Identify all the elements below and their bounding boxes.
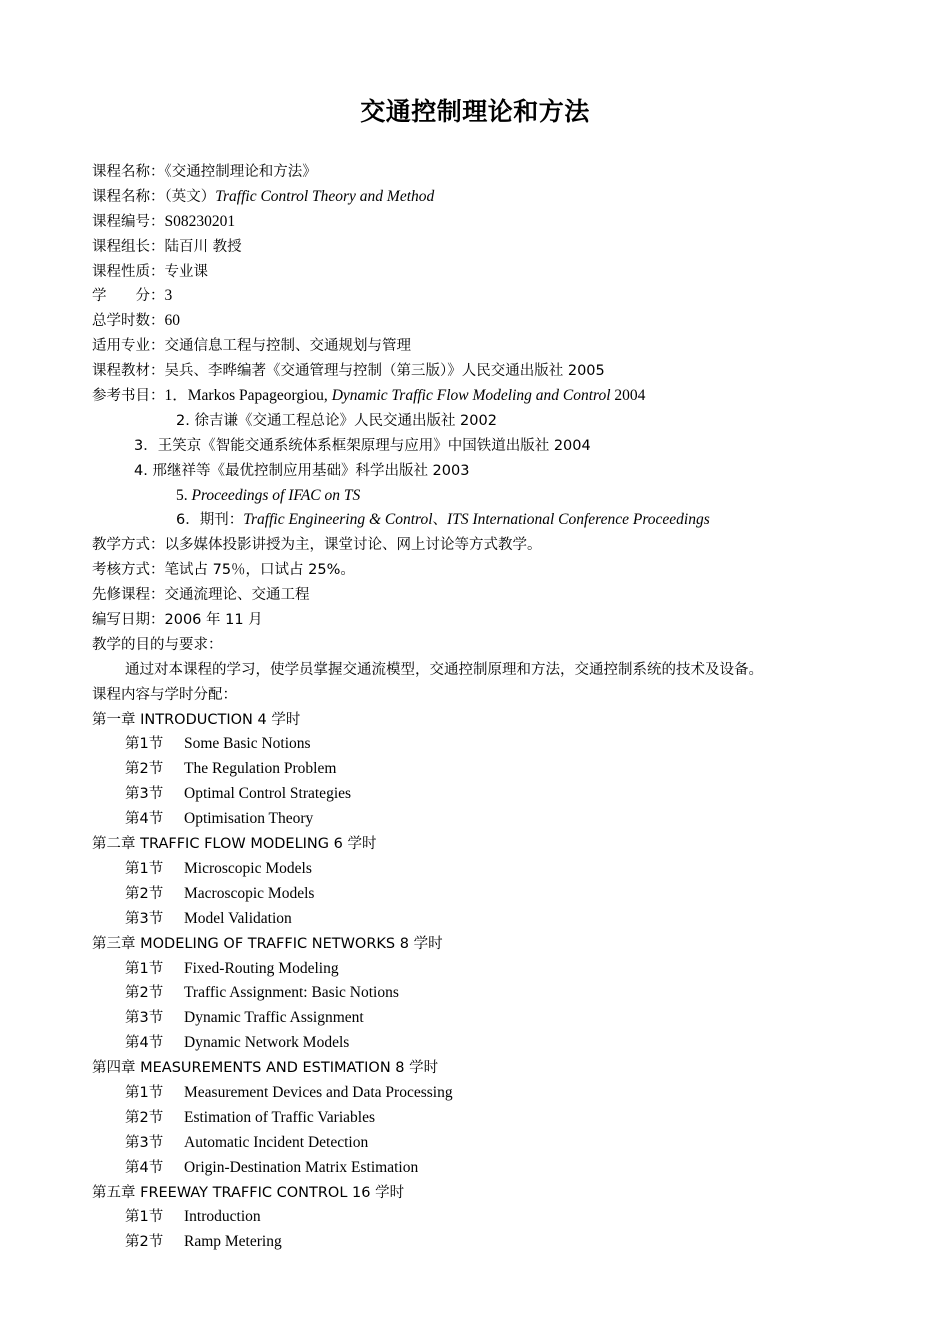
section-number: 第3节: [125, 1010, 164, 1027]
field-value: 2006 年 11 月: [164, 612, 263, 629]
section-item: [92, 757, 872, 782]
field-value: 《交通控制理论和方法》: [164, 164, 317, 180]
field-value: 交通信息工程与控制、交通规划与管理: [164, 338, 411, 355]
field-value: S08230201: [164, 212, 236, 230]
section-number: 第2节: [125, 985, 164, 1002]
section-number: 第2节: [125, 1109, 164, 1126]
section-number: 第1节: [125, 736, 164, 753]
references-label: 参考书目：: [92, 388, 165, 405]
reference-italic: Traffic Engineering & Control: [243, 511, 433, 529]
field-label: 考核方式：: [92, 562, 165, 579]
section-name: Optimal Control Strategies: [184, 785, 352, 803]
field-value: 吴兵、李晔编著《交通管理与控制（第三版）》人民交通出版社 2005: [164, 363, 605, 380]
section-item: [92, 732, 872, 757]
reference-italic: Proceedings of IFAC on TS: [191, 486, 361, 504]
section-name: Ramp Metering: [184, 1233, 282, 1251]
field-teaching-method: [92, 533, 872, 558]
field-course-name-en: [92, 185, 872, 210]
field-total-hours: [92, 309, 872, 334]
reference-prefix: 4. 邢继祥等《最优控制应用基础》科学出版社 2003: [134, 462, 470, 479]
field-value: 60: [164, 312, 180, 330]
field-textbook: [92, 359, 872, 384]
references-item-6: [92, 508, 872, 533]
field-value: 以多媒体投影讲授为主，课堂讨论、网上讨论等方式教学。: [164, 537, 542, 554]
chapter-title: 第四章 MEASUREMENTS AND ESTIMATION 8 学时: [92, 1060, 439, 1077]
section-name: Dynamic Network Models: [184, 1034, 350, 1052]
chapter-title: 第三章 MODELING OF TRAFFIC NETWORKS 8 学时: [92, 935, 443, 952]
section-number: 第2节: [125, 761, 164, 778]
section-name: Microscopic Models: [184, 859, 312, 877]
section-name: Dynamic Traffic Assignment: [184, 1009, 364, 1027]
section-number: 第1节: [125, 1209, 164, 1226]
section-item: [92, 857, 872, 882]
field-credits: [92, 284, 872, 309]
section-item: [92, 1081, 872, 1106]
field-assessment: [92, 558, 872, 583]
references-item-5: [92, 484, 872, 509]
reference-prefix: 2. 徐吉谦《交通工程总论》人民交通出版社 2002: [176, 412, 497, 429]
references-item-4: [92, 459, 872, 484]
reference-prefix: 6．期刊：: [176, 512, 244, 529]
section-number: 第1节: [125, 860, 164, 877]
field-label: 课程组长：: [92, 238, 165, 255]
section-name: Optimisation Theory: [184, 810, 314, 828]
references-item-3: [92, 434, 872, 459]
section-number: 第4节: [125, 811, 164, 828]
field-course-leader: [92, 235, 872, 260]
section-number: 第4节: [125, 1159, 164, 1176]
field-label: 课程编号：: [92, 213, 165, 230]
section-number: 第3节: [125, 910, 164, 927]
objectives-text: 通过对本课程的学习，使学员掌握交通流模型，交通控制原理和方法，交通控制系统的技术及设备。: [125, 661, 763, 678]
field-label: 总学时数：: [92, 313, 165, 330]
reference-italic-2: ITS International Conference Proceedings: [447, 511, 710, 529]
section-item: [92, 882, 872, 907]
reference-italic: Dynamic Traffic Flow Modeling and Control: [331, 387, 611, 405]
field-value: 笔试占 75％，口试占 25%。: [164, 562, 355, 579]
field-label: 教学方式：: [92, 537, 165, 554]
field-course-name: [92, 160, 872, 185]
field-prerequisites: [92, 583, 872, 608]
section-item: [92, 782, 872, 807]
section-number: 第4节: [125, 1035, 164, 1052]
section-name: The Regulation Problem: [184, 760, 337, 778]
section-item: [92, 1006, 872, 1031]
chapter-title: 第一章 INTRODUCTION 4 学时: [92, 711, 301, 728]
field-value-prefix: （英文）: [164, 188, 216, 205]
content-heading: 课程内容与学时分配：: [92, 686, 237, 703]
field-value: 3: [164, 287, 173, 305]
field-value: 专业课: [164, 263, 208, 280]
field-label: 课程名称：: [92, 164, 165, 180]
field-course-code: [92, 210, 872, 235]
section-name: Estimation of Traffic Variables: [184, 1108, 376, 1126]
section-item: [92, 981, 872, 1006]
field-value-italic: Traffic Control Theory and Method: [215, 187, 435, 205]
section-item: [92, 807, 872, 832]
field-course-type: [92, 260, 872, 285]
reference-prefix: 5.: [176, 486, 192, 504]
field-label: 先修课程：: [92, 587, 165, 604]
document-body: [92, 160, 872, 1255]
section-name: Traffic Assignment: Basic Notions: [184, 984, 399, 1002]
section-number: 第3节: [125, 786, 164, 803]
field-label: 编写日期：: [92, 612, 165, 629]
section-item: [92, 957, 872, 982]
field-label: 课程教材：: [92, 363, 165, 380]
section-name: Origin-Destination Matrix Estimation: [184, 1158, 419, 1176]
section-name: Model Validation: [184, 909, 292, 927]
field-value: 交通流理论、交通工程: [164, 587, 310, 604]
section-number: 第2节: [125, 885, 164, 902]
section-name: Fixed-Routing Modeling: [184, 959, 339, 977]
section-number: 第2节: [125, 1234, 164, 1251]
field-majors: [92, 334, 872, 359]
section-item: [92, 1156, 872, 1181]
reference-prefix: 1．Markos Papageorgiou,: [164, 387, 332, 405]
references-item-2: [92, 409, 872, 434]
section-name: Automatic Incident Detection: [184, 1133, 369, 1151]
section-item: [92, 1230, 872, 1255]
field-label: 课程名称：: [92, 188, 165, 205]
section-name: Introduction: [184, 1208, 261, 1226]
section-item: [92, 1106, 872, 1131]
chapter-title: 第二章 TRAFFIC FLOW MODELING 6 学时: [92, 836, 377, 853]
section-name: Some Basic Notions: [184, 735, 311, 753]
section-item: [92, 1205, 872, 1230]
objectives-heading: 教学的目的与要求：: [92, 636, 223, 653]
section-item: [92, 907, 872, 932]
field-date: [92, 608, 872, 633]
reference-separator: 、: [432, 512, 448, 529]
field-label: 课程性质：: [92, 263, 165, 280]
section-number: 第1节: [125, 1084, 164, 1101]
references-item-1: [92, 384, 872, 409]
section-number: 第3节: [125, 1134, 164, 1151]
section-name: Macroscopic Models: [184, 884, 315, 902]
page-title: 交通控制理论和方法: [360, 97, 590, 126]
chapter-title: 第五章 FREEWAY TRAFFIC CONTROL 16 学时: [92, 1184, 405, 1201]
field-label: 适用专业：: [92, 338, 165, 355]
reference-prefix: 3．王笑京《智能交通系统体系框架原理与应用》中国铁道出版社 2004: [134, 437, 591, 454]
reference-suffix: 2004: [610, 387, 646, 405]
section-number: 第1节: [125, 960, 164, 977]
section-item: [92, 1031, 872, 1056]
field-value: 陆百川 教授: [164, 238, 242, 255]
section-item: [92, 1131, 872, 1156]
field-label: 学 分：: [92, 288, 165, 305]
section-name: Measurement Devices and Data Processing: [184, 1083, 453, 1101]
